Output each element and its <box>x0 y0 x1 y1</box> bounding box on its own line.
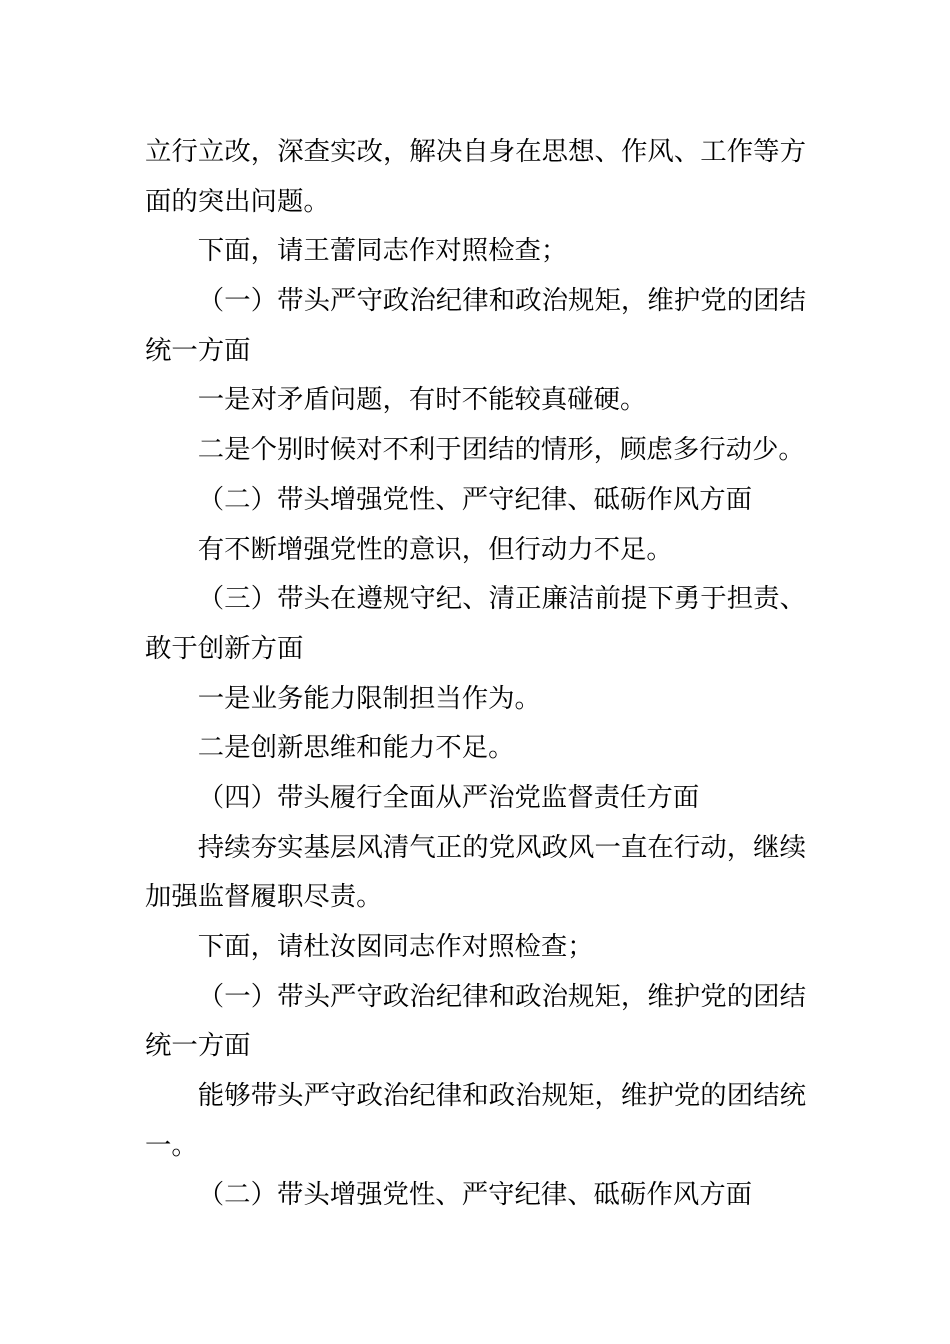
text-line: 下面，请杜汝囡同志作对照检查； <box>197 931 594 962</box>
paragraph-continuation <box>145 127 806 226</box>
text-line: 一是对矛盾问题，有时不能较真碰硬。 <box>197 384 647 416</box>
text-line: （二）带头增强党性、严守纪律、砥砺作风方面 <box>197 1179 752 1211</box>
paragraph <box>145 525 806 575</box>
section-heading-2 <box>145 475 806 525</box>
document-body <box>145 127 806 1220</box>
text-line: （三）带头在遵规守纪、清正廉洁前提下勇于担责、 <box>197 583 806 615</box>
section-heading-4 <box>145 773 806 823</box>
section-heading-3 <box>145 574 806 673</box>
text-line: 统一方面 <box>145 1030 251 1062</box>
text-line: （四）带头履行全面从严治党监督责任方面 <box>197 781 700 813</box>
paragraph <box>145 823 806 922</box>
text-line: 能够带头严守政治纪律和政治规矩，维护党的团结统 <box>197 1080 806 1112</box>
text-line: 统一方面 <box>145 334 251 366</box>
paragraph-intro-wang <box>145 226 806 276</box>
text-line: （二）带头增强党性、严守纪律、砥砺作风方面 <box>197 483 752 515</box>
section-heading-1 <box>145 276 806 375</box>
paragraph-intro-du <box>145 922 806 972</box>
text-line: 有不断增强党性的意识，但行动力不足。 <box>197 533 673 565</box>
text-line: 立行立改，深查实改，解决自身在思想、作风、工作等方 <box>145 136 806 167</box>
text-line: 下面，请王蕾同志作对照检查； <box>197 235 568 267</box>
text-line: （一）带头严守政治纪律和政治规矩，维护党的团结 <box>197 285 806 317</box>
text-line: 二是个别时候对不利于团结的情形，顾虑多行动少。 <box>197 434 805 466</box>
text-line: 持续夯实基层风清气正的党风政风一直在行动，继续 <box>197 831 806 863</box>
paragraph <box>145 674 806 724</box>
section-heading-1 <box>145 972 806 1071</box>
paragraph <box>145 375 806 425</box>
section-heading-2 <box>145 1170 806 1220</box>
text-line: 加强监督履职尽责。 <box>145 881 383 913</box>
text-line: 面的突出问题。 <box>145 185 330 217</box>
paragraph <box>145 1071 806 1170</box>
text-line: 敢于创新方面 <box>145 632 304 664</box>
text-line: 二是创新思维和能力不足。 <box>197 732 515 764</box>
text-line: 一是业务能力限制担当作为。 <box>197 682 541 714</box>
text-line: 一。 <box>145 1129 198 1161</box>
text-line: （一）带头严守政治纪律和政治规矩，维护党的团结 <box>197 980 806 1012</box>
paragraph <box>145 723 806 773</box>
paragraph <box>145 425 806 475</box>
